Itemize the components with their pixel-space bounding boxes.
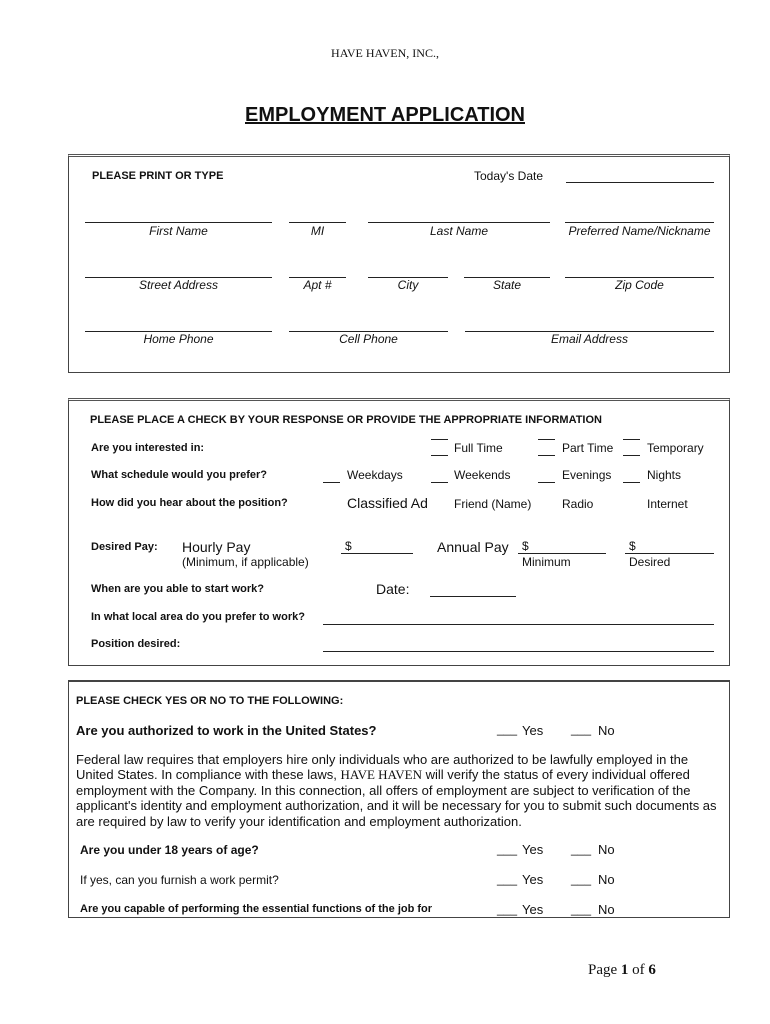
first-name-field[interactable] [85,222,272,223]
capable-question: Are you capable of performing the essential functions of the job for [80,903,433,915]
internet-label: Internet [647,497,688,511]
classified-ad-label: Classified Ad [347,495,428,511]
full-time-check-top [431,439,448,440]
mi-field[interactable] [289,222,346,223]
weekdays-label: Weekdays [347,468,403,482]
hourly-pay-field[interactable] [341,553,413,554]
start-date-label: Date: [376,581,410,597]
annual-min-dollar: $ [522,539,529,553]
annual-pay-label: Annual Pay [437,539,509,555]
yes-no-instruction: PLEASE CHECK YES OR NO TO THE FOLLOWING: [76,695,344,707]
authorized-no-label: No [598,723,615,738]
under-18-yes-label: Yes [522,842,544,857]
cell-phone-label: Cell Phone [339,332,398,346]
page-total: 6 [648,962,656,978]
street-address-label: Street Address [139,278,218,292]
paragraph-company: HAVE HAVEN [340,767,422,783]
capable-no-blank[interactable]: ___ [571,902,592,916]
annual-desired-dollar: $ [629,539,636,553]
local-area-question: In what local area do you prefer to work? [91,611,305,623]
part-time-label: Part Time [562,441,614,455]
position-field[interactable] [323,651,714,652]
federal-law-paragraph [76,752,721,829]
schedule-question: What schedule would you prefer? [91,469,268,481]
first-name-label: First Name [149,224,208,238]
temporary-check-top [623,439,640,440]
capable-yes-label: Yes [522,902,544,917]
weekends-checkbox[interactable] [431,482,448,483]
paragraph-text-b: will verify the status of every individual offered employment with the Company. In this connection, all offers of employment are subject to verification of the applicant's identity and employment authorization, and it will be necessary for you to submit such documents as are required by law to verify your identification and employment authorization. [76,767,717,829]
permit-no-blank[interactable]: ___ [571,872,592,886]
work-permit-question: If yes, can you furnish a work permit? [80,873,279,887]
hourly-dollar: $ [345,539,352,553]
email-label: Email Address [551,332,628,346]
nights-checkbox[interactable] [623,482,640,483]
annual-desired-field[interactable] [625,553,714,554]
mi-label: MI [310,224,325,238]
evenings-checkbox[interactable] [538,482,555,483]
under-18-no-label: No [598,842,615,857]
permit-no-label: No [598,872,615,887]
page-current: 1 [620,962,629,978]
annual-minimum-field[interactable] [518,553,606,554]
state-label: State [492,278,522,292]
start-date-field[interactable] [430,596,516,597]
todays-date-label: Today's Date [474,169,543,183]
desired-pay-label: Desired Pay: [91,541,158,553]
permit-yes-label: Yes [522,872,544,887]
last-name-label: Last Name [429,224,489,238]
part-time-checkbox[interactable] [538,455,555,456]
permit-yes-blank[interactable]: ___ [497,872,518,886]
capable-no-label: No [598,902,615,917]
todays-date-field[interactable] [566,182,714,183]
under-18-no-blank[interactable]: ___ [571,842,592,856]
authorized-question: Are you authorized to work in the United States? [76,723,377,738]
city-label: City [397,278,419,292]
desired-label: Desired [629,555,671,569]
page-prefix: Page [588,962,618,978]
hear-question: How did you hear about the position? [91,497,288,509]
paragraph-text-a: Federal law requires that employers hire only individuals who are authorized to be lawfully employed in the United States. In compliance with these laws, [76,752,689,783]
company-name: HAVE HAVEN, INC., [331,46,439,60]
temporary-checkbox[interactable] [623,455,640,456]
under-18-question: Are you under 18 years of age? [80,843,259,857]
under-18-yes-blank[interactable]: ___ [497,842,518,856]
hourly-pay-label: Hourly Pay [182,539,251,555]
check-instruction: PLEASE PLACE A CHECK BY YOUR RESPONSE OR PROVIDE THE APPROPRIATE INFORMATION [90,414,602,426]
position-question: Position desired: [91,638,181,650]
local-area-field[interactable] [323,624,714,625]
full-time-label: Full Time [454,441,503,455]
last-name-field[interactable] [368,222,550,223]
nickname-label: Preferred Name/Nickname [568,224,711,238]
part-time-check-top [538,439,555,440]
apt-label: Apt # [303,278,332,292]
home-phone-label: Home Phone [143,332,214,346]
authorized-no-blank[interactable]: ___ [571,722,592,736]
weekdays-checkbox[interactable] [323,482,340,483]
page-number [588,962,656,979]
page-title: EMPLOYMENT APPLICATION [245,104,525,126]
interested-question: Are you interested in: [91,442,205,454]
temporary-label: Temporary [647,441,704,455]
minimum-label: Minimum [522,555,571,569]
weekends-label: Weekends [454,468,511,482]
nickname-field[interactable] [565,222,714,223]
capable-yes-blank[interactable]: ___ [497,902,518,916]
authorized-yes-blank[interactable]: ___ [497,722,518,736]
radio-label: Radio [562,497,594,511]
start-question: When are you able to start work? [91,583,264,595]
print-instruction: PLEASE PRINT OR TYPE [92,170,224,182]
zip-code-label: Zip Code [615,278,664,292]
hourly-note: (Minimum, if applicable) [182,555,309,569]
full-time-checkbox[interactable] [431,455,448,456]
page-of: of [632,962,645,978]
evenings-label: Evenings [562,468,612,482]
friend-label: Friend (Name) [454,497,532,511]
nights-label: Nights [647,468,682,482]
authorized-yes-label: Yes [522,723,544,738]
